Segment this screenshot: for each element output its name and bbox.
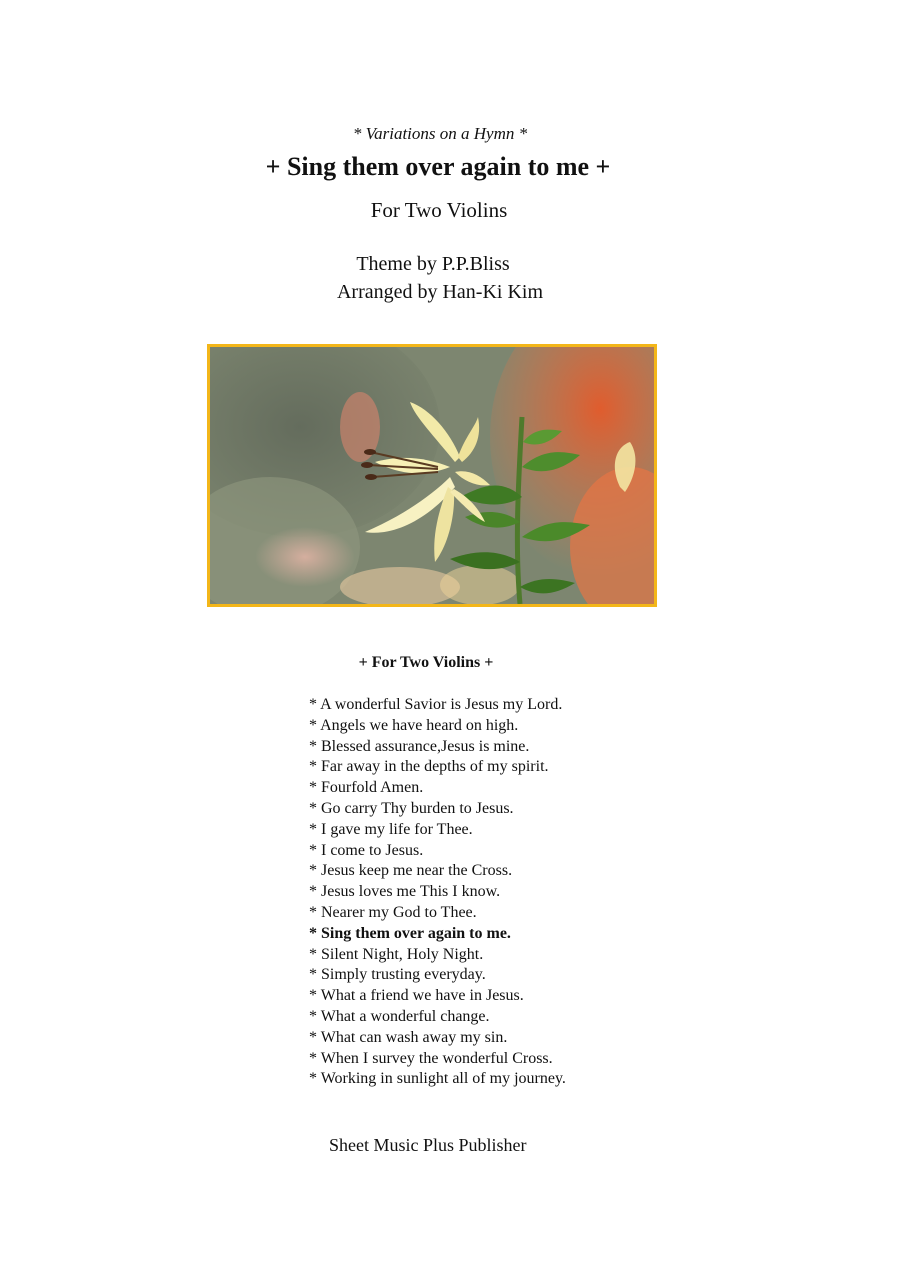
- hymn-list: [309, 695, 566, 1090]
- list-item: * Jesus keep me near the Cross.: [309, 862, 513, 880]
- list-item: * Blessed assurance,Jesus is mine.: [309, 737, 530, 755]
- list-item: * What can wash away my sin.: [309, 1028, 508, 1046]
- collection-heading: + For Two Violins +: [358, 654, 494, 671]
- list-item: * What a friend we have in Jesus.: [309, 987, 524, 1005]
- list-item: * I come to Jesus.: [309, 841, 424, 859]
- page-title: + Sing them over again to me +: [265, 152, 611, 181]
- list-item: * Nearer my God to Thee.: [309, 903, 477, 921]
- list-item: * Jesus loves me This I know.: [309, 883, 501, 901]
- list-item: * Go carry Thy burden to Jesus.: [309, 799, 514, 817]
- list-item: * Fourfold Amen.: [309, 779, 424, 797]
- list-item: * Working in sunlight all of my journey.: [309, 1070, 566, 1088]
- arranger-credit: Arranged by Han-Ki Kim: [336, 281, 544, 303]
- publisher-line: Sheet Music Plus Publisher: [329, 1135, 527, 1155]
- list-item: * When I survey the wonderful Cross.: [309, 1049, 553, 1067]
- theme-credit: Theme by P.P.Bliss: [356, 253, 510, 275]
- list-item: * Simply trusting everyday.: [309, 966, 486, 984]
- series-subtitle: * Variations on a Hymn *: [352, 124, 528, 143]
- list-item: * I gave my life for Thee.: [309, 820, 473, 838]
- list-item: * Angels we have heard on high.: [309, 716, 519, 734]
- cover-photo-lilies: [207, 344, 657, 607]
- list-item: * What a wonderful change.: [309, 1007, 490, 1025]
- list-item-current: * Sing them over again to me.: [309, 924, 511, 942]
- list-item: * Silent Night, Holy Night.: [309, 945, 484, 963]
- lily-illustration: [210, 347, 654, 604]
- list-item: * A wonderful Savior is Jesus my Lord.: [309, 696, 563, 713]
- instrumentation-line: For Two Violins: [370, 198, 508, 222]
- list-item: * Far away in the depths of my spirit.: [309, 758, 549, 776]
